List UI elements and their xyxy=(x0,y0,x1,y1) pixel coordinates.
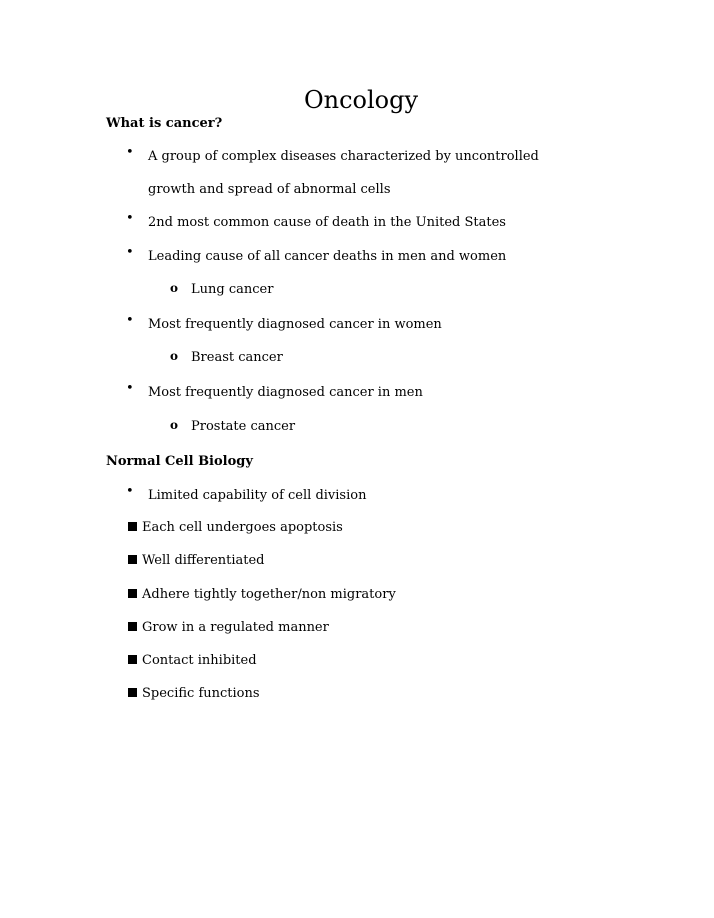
square-bullet-icon xyxy=(128,688,137,697)
list-item xyxy=(128,652,257,670)
bullet-icon: • xyxy=(126,145,134,160)
bullet-text: Most frequently diagnosed cancer in men xyxy=(148,385,423,400)
bullet-text: Limited capability of cell division xyxy=(148,488,367,503)
bullet-icon: • xyxy=(126,484,134,499)
list-item-text: Grow in a regulated manner xyxy=(142,620,329,635)
sub-bullet-text: Prostate cancer xyxy=(191,419,296,434)
document-title: Oncology xyxy=(303,86,419,114)
list-item-text: Adhere tightly together/non migratory xyxy=(142,587,396,602)
list-item-text: Well differentiated xyxy=(142,553,265,568)
list-item-text: Contact inhibited xyxy=(142,653,257,668)
list-item-text: Each cell undergoes apoptosis xyxy=(142,520,343,535)
sub-bullet-text: Lung cancer xyxy=(191,282,274,297)
sub-bullet-icon: o xyxy=(170,418,179,432)
bullet-icon: • xyxy=(126,313,134,328)
bullet-icon: • xyxy=(126,245,134,260)
square-bullet-icon xyxy=(128,555,137,564)
bullet-text: 2nd most common cause of death in the United States xyxy=(148,215,506,230)
list-item xyxy=(128,586,396,604)
bullet-icon: • xyxy=(126,381,134,396)
sub-bullet-text: Breast cancer xyxy=(191,350,283,365)
bullet-text: Most frequently diagnosed cancer in women xyxy=(148,317,442,332)
sub-bullet-icon: o xyxy=(170,349,179,363)
list-item-text: Specific functions xyxy=(142,686,260,701)
bullet-icon: • xyxy=(126,211,134,226)
square-bullet-icon xyxy=(128,522,137,531)
square-bullet-icon xyxy=(128,622,137,631)
bullet-text: Leading cause of all cancer deaths in men and women xyxy=(148,249,507,264)
list-item xyxy=(128,552,265,570)
bullet-text: A group of complex diseases characterized by uncontrolled xyxy=(148,149,539,164)
list-item xyxy=(128,685,260,703)
list-item xyxy=(128,519,343,537)
square-bullet-icon xyxy=(128,589,137,598)
sub-bullet-icon: o xyxy=(170,281,179,295)
list-item xyxy=(128,619,329,637)
bullet-text-continuation: growth and spread of abnormal cells xyxy=(148,182,391,197)
section-heading-what-is-cancer: What is cancer? xyxy=(106,116,223,131)
square-bullet-icon xyxy=(128,655,137,664)
section-heading-normal-cell-biology: Normal Cell Biology xyxy=(106,454,253,469)
